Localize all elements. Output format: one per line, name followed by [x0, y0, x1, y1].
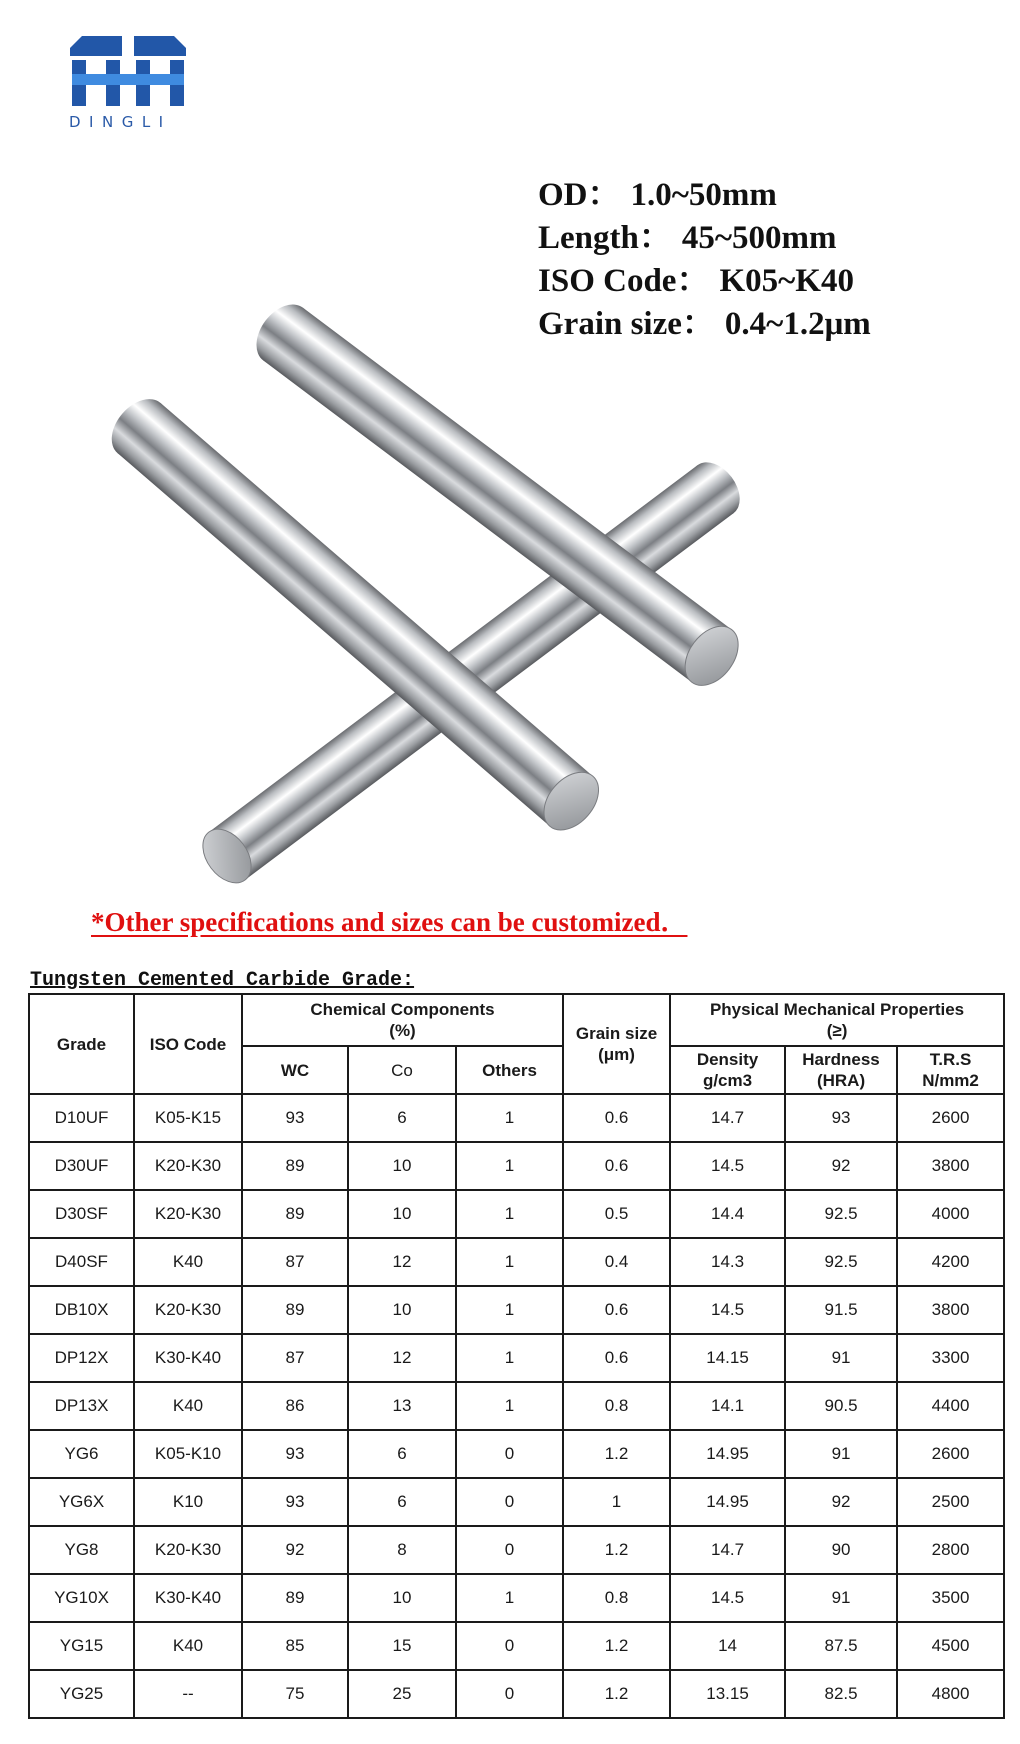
- cell-grain: 0.6: [563, 1142, 670, 1190]
- cell-wc: 89: [242, 1190, 348, 1238]
- cell-iso: K20-K30: [134, 1142, 242, 1190]
- cell-hardness: 90.5: [785, 1382, 897, 1430]
- cell-grain: 1.2: [563, 1430, 670, 1478]
- cell-others: 1: [456, 1334, 563, 1382]
- cell-density: 14: [670, 1622, 785, 1670]
- cell-trs: 2800: [897, 1526, 1004, 1574]
- cell-iso: K40: [134, 1622, 242, 1670]
- table-header-row: [29, 994, 1004, 1046]
- table-row: [29, 1574, 1004, 1622]
- cell-co: 10: [348, 1190, 456, 1238]
- cell-grade: D40SF: [29, 1238, 134, 1286]
- spec-value: K05~K40: [719, 263, 854, 299]
- cell-co: 6: [348, 1094, 456, 1142]
- cell-iso: K05-K15: [134, 1094, 242, 1142]
- cell-density: 14.15: [670, 1334, 785, 1382]
- cell-wc: 87: [242, 1334, 348, 1382]
- cell-hardness: 92: [785, 1478, 897, 1526]
- cell-iso: K05-K10: [134, 1430, 242, 1478]
- header-density: Density g/cm3: [670, 1046, 785, 1094]
- cell-grain: 0.6: [563, 1094, 670, 1142]
- cell-wc: 92: [242, 1526, 348, 1574]
- cell-hardness: 90: [785, 1526, 897, 1574]
- cell-hardness: 91.5: [785, 1286, 897, 1334]
- cell-others: 0: [456, 1526, 563, 1574]
- cell-others: 1: [456, 1094, 563, 1142]
- cell-wc: 86: [242, 1382, 348, 1430]
- cell-iso: K40: [134, 1382, 242, 1430]
- cell-iso: K40: [134, 1238, 242, 1286]
- cell-wc: 89: [242, 1286, 348, 1334]
- cell-grain: 0.6: [563, 1286, 670, 1334]
- table-row: [29, 1238, 1004, 1286]
- cell-co: 12: [348, 1334, 456, 1382]
- cell-density: 13.15: [670, 1670, 785, 1718]
- cell-grade: YG10X: [29, 1574, 134, 1622]
- cell-wc: 93: [242, 1094, 348, 1142]
- cell-wc: 93: [242, 1478, 348, 1526]
- cell-grain: 1.2: [563, 1526, 670, 1574]
- cell-co: 6: [348, 1430, 456, 1478]
- table-title: Tungsten Cemented Carbide Grade:: [30, 969, 415, 992]
- cell-others: 1: [456, 1574, 563, 1622]
- table-row: [29, 1670, 1004, 1718]
- cell-hardness: 87.5: [785, 1622, 897, 1670]
- cell-trs: 3300: [897, 1334, 1004, 1382]
- cell-others: 0: [456, 1430, 563, 1478]
- spec-length: [538, 217, 871, 260]
- cell-co: 12: [348, 1238, 456, 1286]
- header-wc: WC: [242, 1046, 348, 1094]
- cell-wc: 93: [242, 1430, 348, 1478]
- table-row: [29, 1526, 1004, 1574]
- cell-co: 13: [348, 1382, 456, 1430]
- cell-hardness: 93: [785, 1094, 897, 1142]
- cell-co: 8: [348, 1526, 456, 1574]
- spec-label: Grain size：: [538, 306, 715, 342]
- cell-grade: D30UF: [29, 1142, 134, 1190]
- cell-wc: 89: [242, 1574, 348, 1622]
- spec-value: 1.0~50mm: [630, 177, 777, 213]
- table-body: [29, 1094, 1004, 1718]
- cell-trs: 3800: [897, 1286, 1004, 1334]
- cell-density: 14.7: [670, 1526, 785, 1574]
- header-others: Others: [456, 1046, 563, 1094]
- cell-others: 0: [456, 1670, 563, 1718]
- cell-grade: YG25: [29, 1670, 134, 1718]
- cell-hardness: 91: [785, 1574, 897, 1622]
- cell-grain: 0.5: [563, 1190, 670, 1238]
- cell-others: 1: [456, 1142, 563, 1190]
- table-row: [29, 1382, 1004, 1430]
- cell-trs: 2600: [897, 1430, 1004, 1478]
- cell-density: 14.3: [670, 1238, 785, 1286]
- cell-grade: DP12X: [29, 1334, 134, 1382]
- header-physical-properties: Physical Mechanical Properties (≥): [670, 994, 1004, 1046]
- table-row: [29, 1622, 1004, 1670]
- spec-list: [538, 174, 871, 346]
- cell-grade: YG15: [29, 1622, 134, 1670]
- cell-iso: K20-K30: [134, 1286, 242, 1334]
- cell-grade: DB10X: [29, 1286, 134, 1334]
- spec-grain-size: [538, 303, 871, 346]
- cell-trs: 4500: [897, 1622, 1004, 1670]
- cell-others: 1: [456, 1382, 563, 1430]
- header-hardness: Hardness (HRA): [785, 1046, 897, 1094]
- customization-notice: *Other specifications and sizes can be customized．: [91, 907, 688, 937]
- cell-density: 14.95: [670, 1430, 785, 1478]
- logo-text: DINGLI: [69, 113, 172, 131]
- cell-trs: 4800: [897, 1670, 1004, 1718]
- table-row: [29, 1286, 1004, 1334]
- cell-density: 14.7: [670, 1094, 785, 1142]
- cell-co: 10: [348, 1286, 456, 1334]
- cell-co: 25: [348, 1670, 456, 1718]
- cell-hardness: 92: [785, 1142, 897, 1190]
- cell-grade: YG6X: [29, 1478, 134, 1526]
- cell-iso: K20-K30: [134, 1190, 242, 1238]
- cell-wc: 89: [242, 1142, 348, 1190]
- table-row: [29, 1430, 1004, 1478]
- cell-co: 10: [348, 1142, 456, 1190]
- cell-density: 14.5: [670, 1574, 785, 1622]
- header-iso-code: ISO Code: [134, 994, 242, 1094]
- cell-iso: K10: [134, 1478, 242, 1526]
- cell-grain: 1: [563, 1478, 670, 1526]
- cell-others: 1: [456, 1286, 563, 1334]
- header-grade: Grade: [29, 994, 134, 1094]
- cell-density: 14.5: [670, 1286, 785, 1334]
- cell-density: 14.1: [670, 1382, 785, 1430]
- spec-value: 0.4~1.2μm: [724, 306, 871, 342]
- header-grain-size: Grain size (μm): [563, 994, 670, 1094]
- cell-wc: 75: [242, 1670, 348, 1718]
- cell-grade: D30SF: [29, 1190, 134, 1238]
- cell-density: 14.5: [670, 1142, 785, 1190]
- cell-wc: 87: [242, 1238, 348, 1286]
- header-co: Co: [348, 1046, 456, 1094]
- cell-others: 1: [456, 1238, 563, 1286]
- cell-others: 1: [456, 1190, 563, 1238]
- table-row: [29, 1478, 1004, 1526]
- header-chemical-components: Chemical Components (%): [242, 994, 563, 1046]
- cell-iso: K30-K40: [134, 1574, 242, 1622]
- cell-others: 0: [456, 1478, 563, 1526]
- spec-value: 45~500mm: [681, 220, 837, 256]
- spec-label: Length：: [538, 220, 672, 256]
- cell-grain: 0.8: [563, 1574, 670, 1622]
- cell-hardness: 92.5: [785, 1190, 897, 1238]
- cell-grain: 0.6: [563, 1334, 670, 1382]
- cell-trs: 4000: [897, 1190, 1004, 1238]
- cell-grade: YG8: [29, 1526, 134, 1574]
- cell-hardness: 82.5: [785, 1670, 897, 1718]
- table-row: [29, 1334, 1004, 1382]
- cell-co: 15: [348, 1622, 456, 1670]
- spec-od: [538, 174, 871, 217]
- cell-grain: 1.2: [563, 1622, 670, 1670]
- table-row: [29, 1094, 1004, 1142]
- cell-hardness: 92.5: [785, 1238, 897, 1286]
- cell-density: 14.95: [670, 1478, 785, 1526]
- cell-trs: 3800: [897, 1142, 1004, 1190]
- cell-grain: 0.8: [563, 1382, 670, 1430]
- cell-iso: --: [134, 1670, 242, 1718]
- cell-iso: K20-K30: [134, 1526, 242, 1574]
- header-trs: T.R.S N/mm2: [897, 1046, 1004, 1094]
- cell-trs: 4200: [897, 1238, 1004, 1286]
- spec-iso-code: [538, 260, 871, 303]
- cell-grade: DP13X: [29, 1382, 134, 1430]
- cell-trs: 2500: [897, 1478, 1004, 1526]
- cell-grade: D10UF: [29, 1094, 134, 1142]
- cell-co: 6: [348, 1478, 456, 1526]
- cell-trs: 2600: [897, 1094, 1004, 1142]
- cell-grade: YG6: [29, 1430, 134, 1478]
- spec-label: ISO Code：: [538, 263, 710, 299]
- cell-trs: 4400: [897, 1382, 1004, 1430]
- cell-hardness: 91: [785, 1430, 897, 1478]
- cell-density: 14.4: [670, 1190, 785, 1238]
- table-row: [29, 1142, 1004, 1190]
- cell-hardness: 91: [785, 1334, 897, 1382]
- cell-iso: K30-K40: [134, 1334, 242, 1382]
- cell-grain: 1.2: [563, 1670, 670, 1718]
- cell-trs: 3500: [897, 1574, 1004, 1622]
- grade-table: [28, 993, 1005, 1719]
- cell-co: 10: [348, 1574, 456, 1622]
- table-row: [29, 1190, 1004, 1238]
- cell-others: 0: [456, 1622, 563, 1670]
- spec-label: OD：: [538, 177, 621, 213]
- cell-grain: 0.4: [563, 1238, 670, 1286]
- cell-wc: 85: [242, 1622, 348, 1670]
